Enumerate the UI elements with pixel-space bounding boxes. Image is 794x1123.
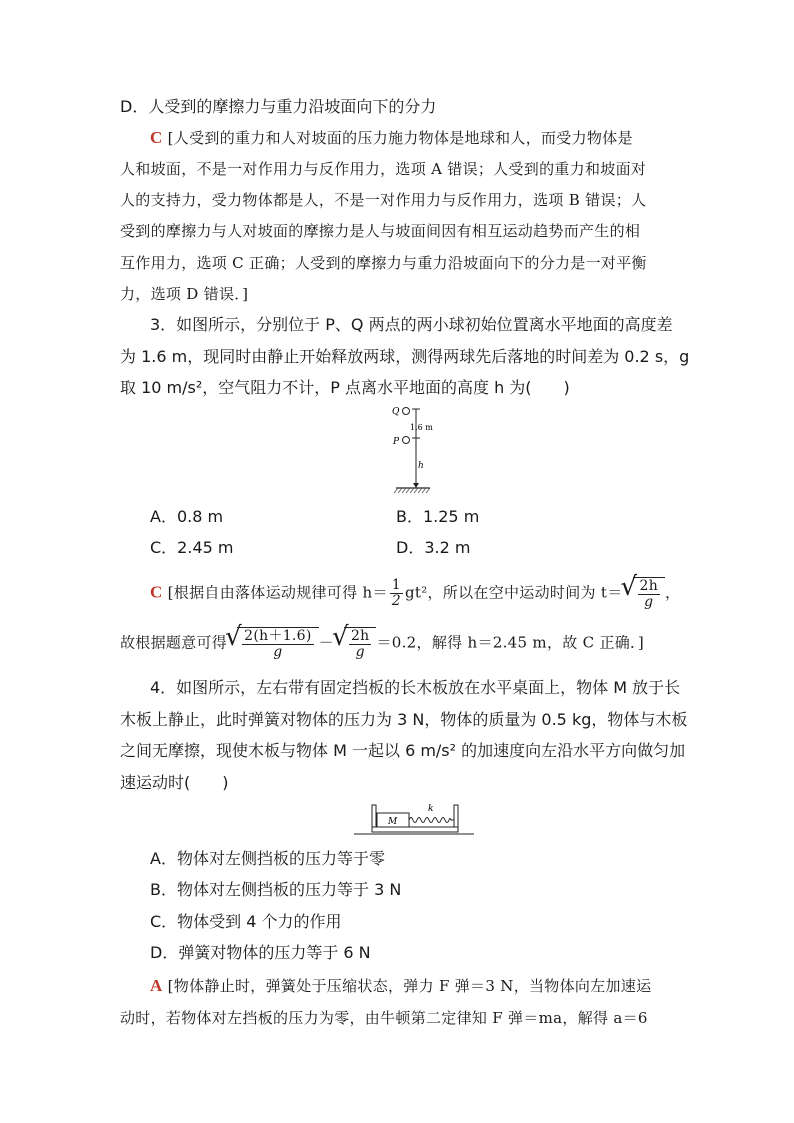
q3-explanation-part1: [根据自由落体运动规律可得 h＝	[167, 583, 388, 602]
q2-explanation-line-6: 力，选项 D 错误．]	[120, 285, 249, 303]
q4-option-d: D．弹簧对物体的压力等于 6 N	[150, 943, 371, 962]
q4-stem-line-1: 4．如图所示，左右带有固定挡板的长木板放在水平桌面上，物体 M 放于长	[150, 678, 681, 697]
q3-explanation-part3: ，	[665, 583, 681, 602]
ball-q	[403, 408, 410, 415]
q4-answer: A	[150, 976, 163, 995]
sqrt-2h-over-g-2: √ $\frac{2h}{g}$	[344, 627, 377, 660]
q3-explanation-part2: gt²，所以在空中运动时间为 t＝	[404, 583, 623, 602]
q4-option-a: A．物体对左侧挡板的压力等于零	[150, 849, 385, 868]
label-gap: 1.6 m	[410, 423, 433, 432]
left-baffle	[372, 805, 376, 827]
q2-explanation-line-1	[150, 127, 710, 149]
q3-option-c: C．2.45 m	[150, 538, 234, 557]
label-h: h	[418, 461, 424, 471]
q3-answer: C	[150, 582, 163, 602]
q4-stem-line-3: 之间无摩擦，现使木板与物体 M 一起以 6 m/s² 的加速度向左沿水平方向做匀加	[120, 741, 686, 760]
long-board	[372, 827, 458, 832]
q3-stem-line-3: 取 10 m/s²，空气阻力不计，P 点离水平地面的高度 h 为( )	[120, 378, 570, 397]
label-p: P	[393, 437, 400, 447]
ball-p	[403, 437, 410, 444]
q2-explanation-text: [人受到的重力和人对坡面的压力施力物体是地球和人，而受力物体是	[167, 129, 633, 147]
spring	[409, 818, 454, 823]
q3-option-d: D．3.2 m	[396, 538, 471, 557]
ground-hatch	[394, 488, 430, 493]
q2-explanation-line-4: 受到的摩擦力与人对坡面的摩擦力是人与坡面间因有相互运动趋势而产生的相	[120, 222, 641, 240]
label-m: M	[388, 817, 398, 827]
q4-explanation-text: [物体静止时，弹簧处于压缩状态，弹力 F 弹＝3 N，当物体向左加速运	[167, 977, 652, 995]
sqrt-h-plus-gap: √ $\frac{2(h+1.6)}{g}$	[237, 627, 319, 660]
q2-explanation-line-3: 人的支持力，受力物体都是人，不是一对作用力与反作用力，选项 B 错误；人	[120, 191, 647, 209]
q3-stem-line-1: 3．如图所示，分别位于 P、Q 两点的两小球初始位置离水平地面的高度差	[150, 315, 673, 334]
label-q: Q	[392, 407, 400, 417]
q3-stem-line-2: 为 1.6 m，现同时由静止开始释放两球，测得两球先后落地的时间差为 0.2 s，g	[120, 347, 690, 366]
q3-option-a: A．0.8 m	[150, 507, 224, 526]
q4-stem-line-4: 速运动时( )	[120, 773, 229, 792]
q2-explanation-line-2: 人和坡面，不是一对作用力与反作用力，选项 A 错误；人受到的重力和坡面对	[120, 160, 647, 178]
q4-explanation-line-1	[150, 975, 710, 997]
fraction-one-half: $\frac{1}{2}$	[391, 576, 401, 609]
q2-answer: C	[150, 128, 163, 147]
label-k: k	[428, 804, 434, 814]
q3-free-fall-figure	[380, 402, 440, 494]
q3-option-b: B．1.25 m	[396, 507, 480, 526]
q4-option-c: C．物体受到 4 个力的作用	[150, 912, 342, 931]
q2-option-d: D．人受到的摩擦力与重力沿坡面向下的分力	[120, 97, 437, 116]
q3-explanation-line-1	[150, 577, 710, 610]
q4-spring-block-figure	[354, 800, 474, 840]
q4-explanation-line-2: 动时，若物体对左挡板的压力为零，由牛顿第二定律知 F 弹＝ma，解得 a＝6	[120, 1009, 648, 1027]
arrow-down	[413, 483, 419, 488]
q2-explanation-line-5: 互作用力，选项 C 正确；人受到的摩擦力与重力沿坡面向下的分力是一对平衡	[120, 254, 647, 272]
q4-stem-line-2: 木板上静止，此时弹簧对物体的压力为 3 N，物体的质量为 0.5 kg，物体与木板	[120, 710, 688, 729]
right-baffle	[454, 805, 458, 827]
q3-explanation-line-2: 故根据题意可得 √ $\frac{2(h+1.6)}{g}$ － √ $\frac{2h}{g}$ ＝0.2，解得 h＝2.45 m，故 C 正确．]	[120, 627, 680, 660]
sqrt-2h-over-g: √ $\frac{2h}{g}$	[633, 577, 666, 610]
q4-option-b: B．物体对左侧挡板的压力等于 3 N	[150, 880, 402, 899]
